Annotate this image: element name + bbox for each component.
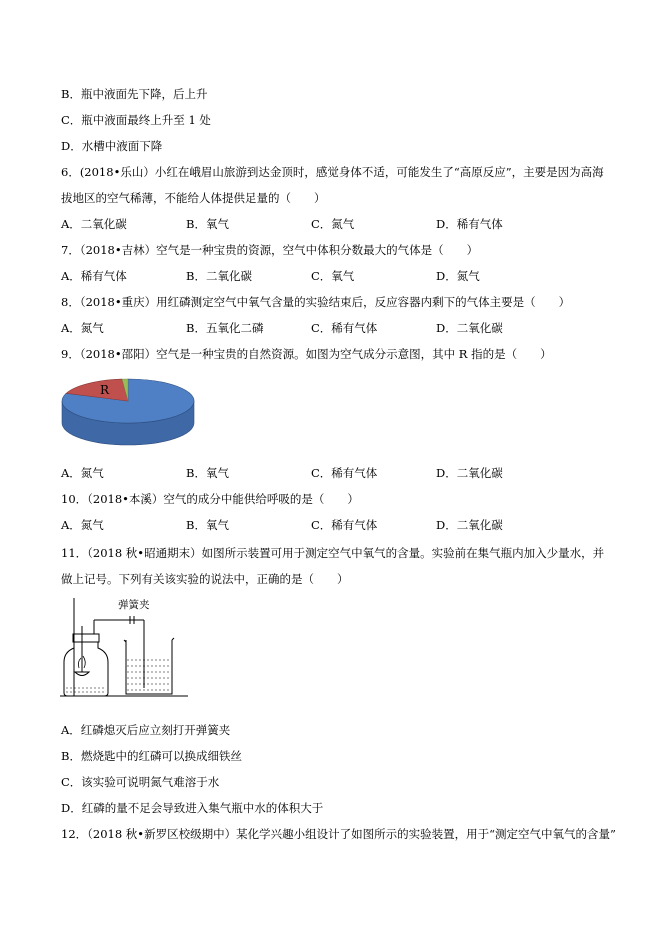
q8-option-d: D．二氧化碳 [436, 321, 503, 335]
q7-stem: 7．（2018•吉林）空气是一种宝贵的资源，空气中体积分数最大的气体是（ ） [61, 243, 479, 257]
q8-option-a: A．氮气 [61, 321, 104, 335]
combustion-spoon [75, 672, 89, 676]
apparatus-diagram [60, 596, 190, 706]
q6-option-b: B．氧气 [186, 217, 229, 231]
q6-stem-line2: 拔地区的空气稀薄，不能给人体提供足量的（ ） [61, 191, 326, 205]
q9-option-a: A．氮气 [61, 466, 104, 480]
q5-option-b: B．瓶中液面先下降，后上升 [61, 87, 208, 101]
q7-option-b: B．二氧化碳 [186, 269, 252, 283]
q7-option-a: A．稀有气体 [61, 269, 127, 283]
q11-option-b: B．燃烧匙中的红磷可以换成细铁丝 [61, 749, 242, 763]
q9-option-c: C．稀有气体 [311, 466, 378, 480]
q9-stem: 9．（2018•邵阳）空气是一种宝贵的自然资源。如图为空气成分示意图，其中 R 指的是（ ） [61, 347, 552, 361]
q8-option-b: B．五氧化二磷 [186, 321, 264, 335]
q11-option-a: A．红磷熄灭后应立刻打开弹簧夹 [61, 723, 231, 737]
q10-options [61, 517, 621, 533]
q9-option-b: B．氧气 [186, 466, 229, 480]
q6-option-c: C．氮气 [311, 217, 355, 231]
q8-options [61, 320, 621, 336]
q6-options [61, 216, 621, 232]
q12-stem: 12．（2018 秋•新罗区校级期中）某化学兴趣小组设计了如图所示的实验装置，用于“测定空气中氧气的含量” [61, 827, 616, 841]
air-composition-pie [58, 372, 198, 458]
q10-option-d: D．二氧化碳 [436, 518, 503, 532]
q10-option-b: B．氧气 [186, 518, 229, 532]
q11-option-d: D．红磷的量不足会导致进入集气瓶中水的体积大于 [61, 801, 324, 815]
q10-option-a: A．氮气 [61, 518, 104, 532]
q5-option-c: C．瓶中液面最终上升至 1 处 [61, 113, 211, 127]
q5-option-d: D．水槽中液面下降 [61, 139, 163, 153]
beaker-water [127, 660, 171, 690]
q8-option-c: C．稀有气体 [311, 321, 378, 335]
q11-stem-line1: 11．（2018 秋•昭通期末）如图所示装置可用于测定空气中氧气的含量。实验前在集气瓶内加入少量水，并 [61, 546, 605, 560]
q7-option-d: D．氮气 [436, 269, 480, 283]
q11-stem-line2: 做上记号。下列有关该实验的说法中，正确的是（ ） [61, 572, 349, 586]
clamp-label: 弹簧夹 [118, 599, 150, 611]
q10-option-c: C．稀有气体 [311, 518, 378, 532]
pie-label-r: R [100, 383, 110, 397]
q7-options [61, 268, 621, 284]
q11-option-c: C．该实验可说明氮气难溶于水 [61, 775, 220, 789]
q6-option-a: A．二氧化碳 [61, 217, 127, 231]
q8-stem: 8．（2018•重庆）用红磷测定空气中氧气含量的实验结束后，反应容器内剩下的气体主要是（ ） [61, 295, 571, 309]
bottle-stopper [73, 634, 99, 642]
q7-option-c: C．氧气 [311, 269, 355, 283]
q9-options [61, 465, 621, 481]
q6-stem-line1: 6．(2018•乐山）小红在峨眉山旅游到达金顶时，感觉身体不适，可能发生了“高原反应”，主要是因为高海 [61, 165, 604, 179]
q10-stem: 10．（2018•本溪）空气的成分中能供给呼吸的是（ ） [61, 492, 359, 506]
q9-option-d: D．二氧化碳 [436, 466, 503, 480]
bottle-water [66, 688, 106, 692]
q6-option-d: D．稀有气体 [436, 217, 503, 231]
